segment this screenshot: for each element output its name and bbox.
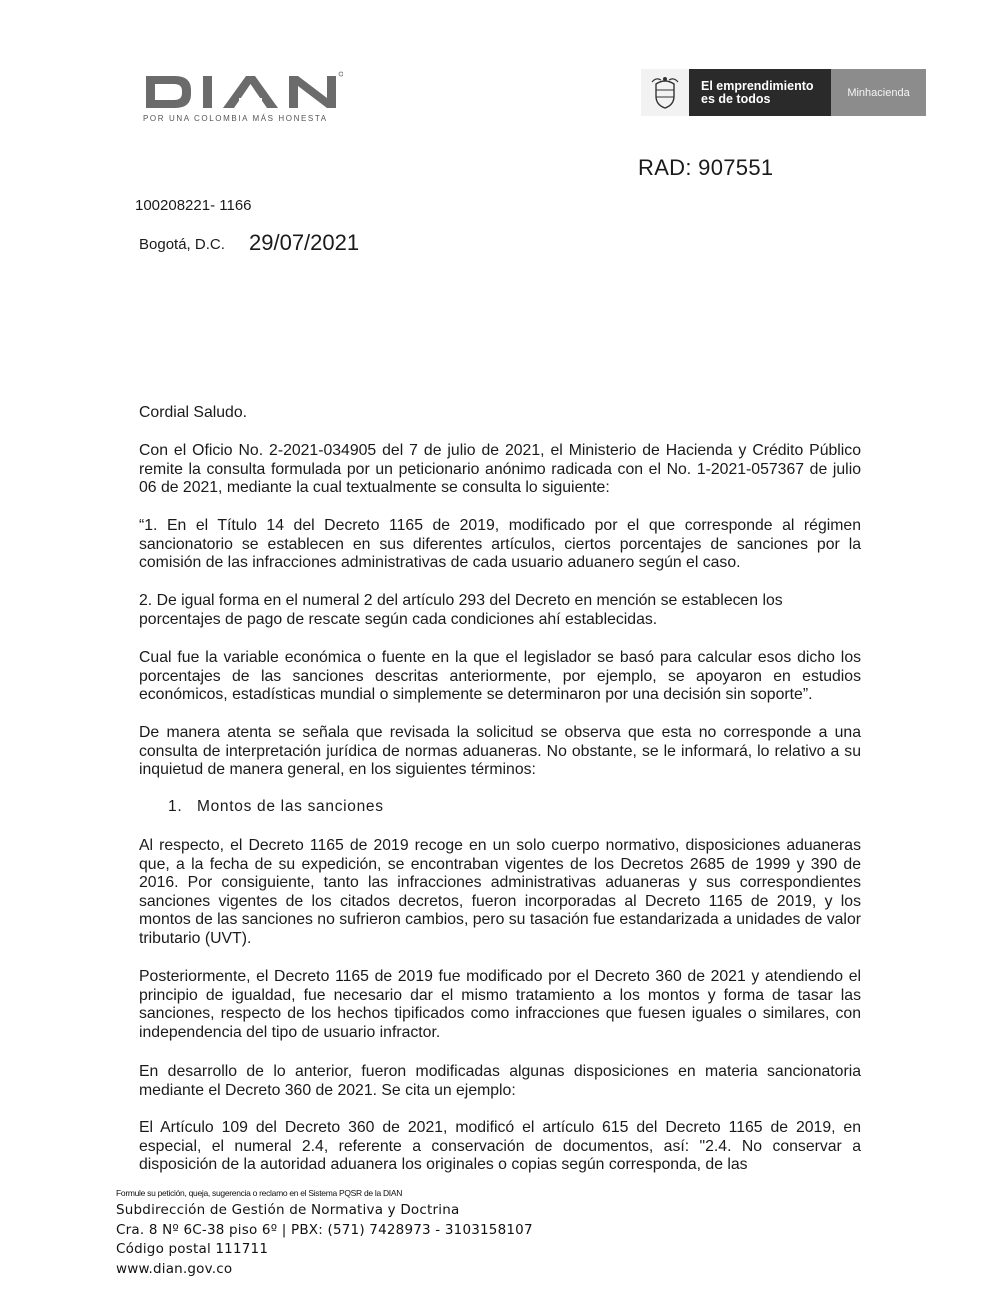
paragraph-8: En desarrollo de lo anterior, fueron modificadas algunas disposiciones en materia sancionatoria mediante el Decreto 360 de 2021. Se cita un ejemplo:	[139, 1063, 861, 1099]
paragraph-5: De manera atenta se señala que revisada la solicitud se observa que esta no corresponde a una consulta de interpretación jurídica de normas aduaneras. No obstante, se le informará, lo relativo a su inquietud de manera general, en los siguientes términos:	[139, 724, 861, 779]
dian-logo-wordmark	[143, 70, 343, 114]
place: Bogotá, D.C.	[139, 236, 225, 253]
list-item-1	[168, 798, 384, 816]
paragraph-9: El Artículo 109 del Decreto 360 de 2021, modificó el artículo 615 del Decreto 1165 de 2019, en especial, el numeral 2.4, referente a conservación de documentos, así: "2.4. No conservar a disposición de la autoridad aduanera los originales o copias según corresponda, de las	[139, 1119, 861, 1174]
ministry-label: Minhacienda	[831, 69, 926, 116]
dian-tagline: POR UNA COLOMBIA MÁS HONESTA	[143, 114, 328, 123]
gov-banner	[641, 69, 926, 116]
footer	[116, 1188, 533, 1279]
gov-slogan	[689, 69, 831, 116]
paragraph-1: Con el Oficio No. 2-2021-034905 del 7 de julio de 2021, el Ministerio de Hacienda y Crédito Público remite la consulta formulada por un peticionario anónimo radicada con el No. 1-2021-057367 de julio 06 de 2021, mediante la cual textualmente se consulta lo siguiente:	[139, 442, 861, 497]
paragraph-4: Cual fue la variable económica o fuente en la que el legislador se basó para calcular esos dicho los porcentajes de las sanciones descritas anteriormente, por ejemplo, se apoyaron en estudios económicos, estadísticas mundial o simplemente se determinaron por una decisión sin soporte”.	[139, 649, 861, 704]
list-title: Montos de las sanciones	[197, 798, 384, 815]
paragraph-6: Al respecto, el Decreto 1165 de 2019 recoge en un solo cuerpo normativo, disposiciones aduaneras que, a la fecha de su expedición, se encontraban vigentes de los Decretos 2685 de 1999 y 390 de 2016. Por consiguiente, tanto las infracciones administrativas aduaneras y sus correspondientes sanciones vigentes de los citados decretos, fueron incorporadas al Decreto 1165 de 2019, y los montos de las sanciones no sufrieron cambios, pero su tasación fue estandarizada a unidades de valor tributario (UVT).	[139, 837, 861, 947]
colombia-shield-icon	[641, 69, 689, 116]
paragraph-7: Posteriormente, el Decreto 1165 de 2019 fue modificado por el Decreto 360 de 2021 y atendiendo el principio de igualdad, fue necesario dar el mismo tratamiento a los montos y forma de tasar las sanciones, respecto de los hechos tipificados como infracciones que fuesen iguales o similares, con independencia del tipo de usuario infractor.	[139, 968, 861, 1041]
reference-number: 100208221- 1166	[135, 197, 252, 214]
rad-number: RAD: 907551	[638, 155, 774, 180]
gov-slogan-line1: El emprendimiento	[701, 78, 814, 93]
pqsr-note: Formule su petición, queja, sugerencia o reclamo en el Sistema PQSR de la DIAN	[116, 1188, 403, 1198]
paragraph-3: 2. De igual forma en el numeral 2 del artículo 293 del Decreto en mención se establecen los porcentajes de pago de rescate según cada condiciones ahí establecidas.	[139, 592, 783, 628]
greeting: Cordial Saludo.	[139, 404, 248, 421]
website-link[interactable]: www.dian.gov.co	[116, 1260, 233, 1277]
postal-code: Código postal 111711	[116, 1241, 269, 1257]
gov-slogan-line2: es de todos	[701, 91, 771, 106]
office-name: Subdirección de Gestión de Normativa y Doctrina	[116, 1202, 460, 1218]
office-address: Cra. 8 Nº 6C-38 piso 6º | PBX: (571) 7428973 - 3103158107	[116, 1221, 533, 1238]
document-date: 29/07/2021	[249, 230, 360, 255]
list-number: 1.	[168, 798, 183, 815]
paragraph-2: “1. En el Título 14 del Decreto 1165 de 2019, modificado por el que corresponde al régimen sancionatorio se establecen en sus diferentes artículos, ciertos porcentajes de sanciones por la comisión de las infracciones administrativas de cada usuario aduanero según el caso.	[139, 517, 861, 572]
